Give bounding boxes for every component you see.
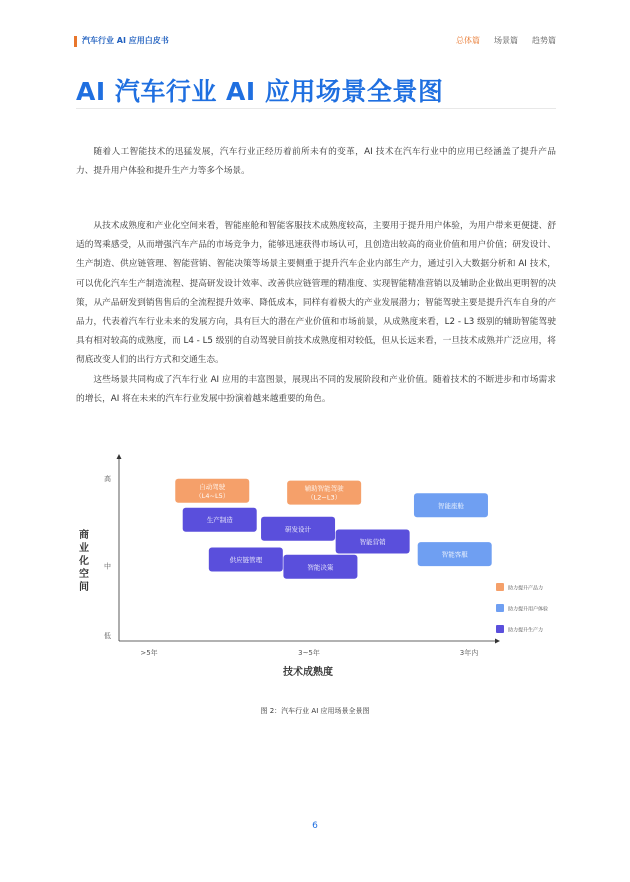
paragraph-analysis: 从技术成熟度和产业化空间来看，智能座舱和智能客服技术成熟度较高，主要用于提升用户体验，为用户带来更便捷、舒适的驾乘感受，从而增强汽车产品的市场竞争力，能够迅速获得市场认可，且创造出较高的商业价值和用户价值；研发设计、生产制造、供应链管理、智能营销、智能决策等场景主要侧重于提升汽车企业内部生产力，通过引入大数据分析和 AI 技术，可以优化汽车生产制造流程、提高研发设计效率、改善供应链管理的精准度、实现智能精准营销以及辅助企业做出更明智的决策，从产品研发到销售售后的全流程提升效率、降低成本，同样有着极大的产业发展潜力；智能驾驶主要是提升汽车自身的产品力，代表着汽车行业未来的发展方向，具有巨大的潜在产业价值和市场前景，从成熟度来看，L2 - L3 级别的辅助智能驾驶具有相对较高的成熟度，而 L4 - L5 级别的自动驾驶目前技术成熟度相对较低，但从长远来看，一旦技术成熟并广泛应用，将彻底改变人们的出行方式和交通生态。 [76,221,556,366]
scenario-label: 辅助智能驾驶 [304,484,344,493]
scenario-label: （L4~L5） [195,491,230,500]
scenario-label: 智能营销 [359,537,386,546]
x-tick-label: >5年 [140,649,158,657]
scenario-box [175,479,249,503]
page-header [0,0,630,50]
scenario-box [261,517,335,541]
legend-label: 助力提升用户体验 [508,606,549,613]
x-tick-label: 3~5年 [298,649,320,657]
scenario-label: （L2~L3） [307,493,342,502]
scenario-label: 供应链管理 [229,556,263,565]
page-title: AI 汽车行业 AI 应用场景全景图 [76,77,444,106]
scenario-box [414,493,488,517]
y-axis-label: 商业化空间 [79,530,89,593]
legend-item [496,583,543,592]
x-tick-label: 3年内 [459,649,479,657]
title-divider [76,108,556,109]
legend-item [496,604,548,613]
scenario-label: 智能决策 [307,563,334,572]
scenario-box [336,529,410,553]
scenario-label: 自动驾驶 [199,482,226,491]
y-axis-arrow [117,454,122,459]
scenario-box [183,508,257,532]
header-accent-bar [74,36,77,47]
scenario-label: 研发设计 [285,525,312,534]
y-tick-label: 低 [104,632,111,640]
scenario-box [283,555,357,579]
header-title: 汽车行业 AI 应用白皮书 [82,36,169,45]
scenario-box [418,542,492,566]
y-tick-label: 中 [104,562,111,571]
scenario-box [209,548,283,572]
legend-label: 助力提升产品力 [508,585,544,592]
chart-legend [496,583,548,634]
x-axis-arrow [495,639,500,644]
nav-item-overview[interactable]: 总体篇 [456,36,480,45]
nav-item-trends[interactable]: 趋势篇 [532,36,556,45]
paragraph-intro: 随着人工智能技术的迅猛发展，汽车行业正经历着前所未有的变革，AI 技术在汽车行业中的应用已经涵盖了提升产品力、提升用户体验和提升生产力等多个场景。 [76,147,556,177]
page-number: 6 [312,821,318,831]
chart-points [175,479,491,579]
legend-item [496,625,543,634]
legend-label: 助力提升生产力 [508,627,544,634]
paragraph-summary: 这些场景共同构成了汽车行业 AI 应用的丰富图景，展现出不同的发展阶段和产业价值。随着技术的不断进步和市场需求的增长，AI 将在未来的汽车行业发展中扮演着越来越重要的角色。 [76,375,556,405]
y-tick-label: 高 [104,475,111,483]
nav-item-scenarios[interactable]: 场景篇 [494,36,518,45]
scenario-label: 生产制造 [206,516,233,525]
header-nav [456,35,556,46]
scenario-box [287,481,361,505]
scenario-label: 智能客服 [441,550,468,559]
figure-caption: 图 2：汽车行业 AI 应用场景全景图 [260,707,370,715]
x-axis-label: 技术成熟度 [283,667,333,678]
scenario-label: 智能座舱 [437,501,464,510]
scenario-landscape-chart [60,450,560,700]
